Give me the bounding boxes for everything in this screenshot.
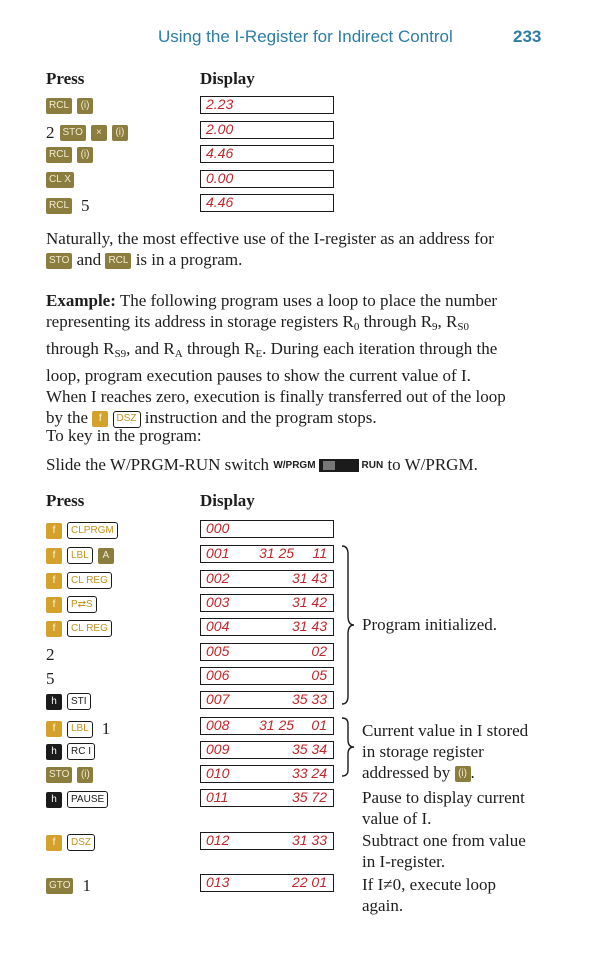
- calculator-key-icon: (i): [77, 767, 93, 783]
- calculator-key-icon: f: [46, 573, 62, 589]
- switch-right-label: RUN: [361, 460, 384, 471]
- display-text: 4.46: [206, 194, 234, 210]
- keystroke-number: 2: [46, 123, 55, 142]
- calculator-key-icon: (i): [77, 147, 93, 163]
- calculator-key-icon: RCL: [46, 98, 72, 114]
- display-text: 31 33: [291, 832, 327, 848]
- calculator-key-icon: f: [46, 835, 62, 851]
- display-text: 35 72: [291, 789, 327, 805]
- keystroke-keys: [46, 767, 93, 783]
- calculator-key-icon: LBL: [67, 547, 93, 564]
- display-readout: [200, 832, 334, 850]
- keystroke-keys: [46, 123, 128, 143]
- comment-text: in storage register: [362, 742, 484, 761]
- keystroke-keys: [46, 572, 112, 589]
- calculator-key-icon: CL REG: [67, 620, 112, 637]
- keystroke-keys: [46, 834, 95, 851]
- calculator-key-icon: f: [46, 548, 62, 564]
- calculator-key-icon: h: [46, 792, 62, 808]
- paragraph-text: , and R: [126, 339, 175, 358]
- keystroke-keys: [46, 596, 97, 613]
- calculator-key-icon: DSZ: [67, 834, 95, 851]
- keystroke-keys: [46, 791, 108, 808]
- keystroke-number: 5: [46, 669, 55, 688]
- display-text: 01: [311, 717, 327, 733]
- comment-text: Current value in I stored: [362, 721, 529, 740]
- comment-text: addressed by: [362, 763, 451, 782]
- display-readout: [200, 618, 334, 636]
- calculator-key-icon: LBL: [67, 721, 93, 738]
- display-column-header: Display: [200, 491, 255, 510]
- display-text: 02: [311, 643, 327, 659]
- display-readout: [200, 691, 334, 709]
- switch-slider-icon: [319, 459, 359, 472]
- display-text: 013: [206, 874, 230, 890]
- calculator-key-icon: A: [98, 548, 114, 564]
- display-text: 31 25: [259, 717, 295, 733]
- display-text: 11: [312, 545, 327, 561]
- display-text: 002: [206, 570, 230, 586]
- switch-left-label: W/PRGM: [273, 460, 316, 471]
- display-readout: [200, 545, 334, 563]
- comment-text: Pause to display current: [362, 788, 525, 807]
- subscript: E: [255, 348, 263, 360]
- subscript: A: [174, 348, 183, 360]
- display-text: 003: [206, 594, 230, 610]
- paragraph-text: is in a program.: [135, 250, 243, 269]
- display-text: 35 33: [291, 691, 327, 707]
- display-text: 31 43: [291, 570, 327, 586]
- press-column-header: Press: [46, 491, 85, 510]
- keystroke-number: 5: [81, 196, 90, 215]
- wprgm-run-switch-icon: [273, 455, 383, 476]
- display-readout: [200, 170, 334, 188]
- calculator-key-icon: RC I: [67, 743, 95, 760]
- keystroke-keys: [46, 719, 110, 739]
- display-readout: [200, 643, 334, 661]
- display-text: 31 42: [291, 594, 327, 610]
- display-text: 2.23: [206, 96, 234, 112]
- page-number: 233: [513, 27, 542, 46]
- calculator-key-icon: P⇄S: [67, 596, 97, 613]
- display-text: 33 24: [291, 765, 327, 781]
- comment-initialized: Program initialized.: [362, 615, 498, 634]
- keystroke-keys: [46, 620, 112, 637]
- calculator-key-icon: (i): [112, 125, 128, 141]
- paragraph-text: When I reaches zero, execution is finally transferred out of the loop: [46, 387, 506, 406]
- calculator-key-icon: STI: [67, 693, 91, 710]
- paragraph-text: through R: [182, 339, 256, 358]
- keystroke-keys: [46, 876, 91, 896]
- paragraph-text: and: [76, 250, 102, 269]
- calculator-key-icon: GTO: [46, 878, 73, 894]
- paragraph-text: Slide the W/PRGM-RUN switch: [46, 455, 270, 474]
- keystroke-keys: [46, 522, 118, 539]
- display-text: 010: [206, 765, 230, 781]
- display-readout: [200, 194, 334, 212]
- brace-initialized-icon: [340, 544, 358, 706]
- calculator-key-icon: ×: [91, 125, 107, 141]
- paragraph-text: , R: [437, 312, 458, 331]
- display-readout: [200, 789, 334, 807]
- calculator-key-icon: f: [46, 621, 62, 637]
- comment-text: again.: [362, 896, 404, 915]
- calculator-key-icon: h: [46, 744, 62, 760]
- paragraph-text: instruction and the program stops.: [144, 408, 377, 427]
- display-text: 31 25: [259, 545, 295, 561]
- calculator-key-icon: PAUSE: [67, 791, 108, 808]
- comment-text: .: [470, 763, 475, 782]
- display-text: 2.00: [206, 121, 234, 137]
- display-readout: [200, 96, 334, 114]
- display-readout: [200, 874, 334, 892]
- paragraph-example: [46, 290, 549, 428]
- display-text: 0.00: [206, 170, 234, 186]
- display-text: 007: [206, 691, 230, 707]
- example-label: Example:: [46, 291, 116, 310]
- calculator-key-icon: STO: [46, 767, 72, 783]
- paragraph-text: . During each iteration through the: [262, 339, 498, 358]
- keystroke-keys: [46, 693, 91, 710]
- paragraph-slide-switch: [46, 454, 549, 476]
- display-readout: [200, 667, 334, 685]
- display-text: 000: [206, 520, 230, 536]
- comment-text: in I-register.: [362, 852, 446, 871]
- keystroke-keys: [46, 743, 95, 760]
- display-text: 004: [206, 618, 230, 634]
- display-readout: [200, 520, 334, 538]
- display-readout: [200, 145, 334, 163]
- calculator-key-icon: CLPRGM: [67, 522, 118, 539]
- paragraph-naturally: [46, 228, 549, 270]
- keystroke-number: 1: [82, 876, 91, 895]
- f-key-icon: f: [92, 411, 108, 427]
- display-text: 22 01: [291, 874, 327, 890]
- subscript: 0: [353, 321, 360, 333]
- display-readout: [200, 765, 334, 783]
- calculator-key-icon: STO: [60, 125, 86, 141]
- display-text: 008: [206, 717, 230, 733]
- paragraph-text: by the: [46, 408, 89, 427]
- display-text: 009: [206, 741, 230, 757]
- paragraph-text: to W/PRGM.: [387, 455, 478, 474]
- display-text: 001: [206, 545, 230, 561]
- calculator-key-icon: f: [46, 721, 62, 737]
- comment-stored: [362, 720, 552, 783]
- keystroke-number: 1: [101, 719, 111, 738]
- subscript: S9: [114, 348, 127, 360]
- comment-text: Subtract one from value: [362, 831, 526, 850]
- keystroke-keys: [46, 147, 93, 163]
- calculator-key-icon: f: [46, 597, 62, 613]
- display-text: 31 43: [291, 618, 327, 634]
- comment-text: If I≠0, execute loop: [362, 875, 496, 894]
- calculator-key-icon: CL REG: [67, 572, 112, 589]
- display-readout: [200, 741, 334, 759]
- sto-key-icon: STO: [46, 253, 72, 269]
- brace-stored-icon: [340, 716, 358, 778]
- keystroke-keys: [46, 547, 114, 564]
- subscript: 9: [432, 321, 438, 333]
- display-column-header: Display: [200, 69, 255, 88]
- display-readout: [200, 121, 334, 139]
- display-text: 012: [206, 832, 230, 848]
- calculator-key-icon: f: [46, 523, 62, 539]
- header-title: Using the I-Register for Indirect Control: [158, 27, 453, 46]
- keystroke-keys: [46, 172, 74, 188]
- display-text: 006: [206, 667, 230, 683]
- paragraph-text: loop, program execution pauses to show the current value of I.: [46, 366, 471, 385]
- display-text: 35 34: [291, 741, 327, 757]
- display-readout: [200, 717, 334, 735]
- calculator-key-icon: h: [46, 694, 62, 710]
- keystroke-number: 2: [46, 645, 55, 664]
- calculator-key-icon: RCL: [46, 198, 72, 214]
- paragraph-text: Naturally, the most effective use of the I-register as an address for: [46, 229, 494, 248]
- comment-pause: [362, 787, 552, 829]
- paragraph-text: representing its address in storage registers R: [46, 312, 354, 331]
- comment-loop: [362, 874, 552, 916]
- comment-subtract: [362, 830, 552, 872]
- paragraph-text: The following program uses a loop to place the number: [119, 291, 498, 310]
- calculator-key-icon: CL X: [46, 172, 74, 188]
- subscript: S0: [457, 321, 470, 333]
- display-text: 011: [206, 789, 229, 805]
- keystroke-keys: [46, 669, 55, 689]
- paragraph-text: through R: [359, 312, 433, 331]
- rcl-key-icon: RCL: [105, 253, 131, 269]
- press-column-header: Press: [46, 69, 85, 88]
- paragraph-text: through R: [46, 339, 115, 358]
- display-text: 005: [206, 643, 230, 659]
- keystroke-keys: [46, 196, 90, 216]
- display-readout: [200, 594, 334, 612]
- calculator-key-icon: (i): [77, 98, 93, 114]
- keystroke-keys: [46, 645, 55, 665]
- calculator-key-icon: RCL: [46, 147, 72, 163]
- comment-text: value of I.: [362, 809, 432, 828]
- dsz-key-icon: DSZ: [113, 411, 141, 428]
- paragraph-keyin: To key in the program:: [46, 426, 202, 445]
- display-text: 05: [311, 667, 327, 683]
- i-key-icon: (i): [455, 766, 471, 782]
- display-text: 4.46: [206, 145, 234, 161]
- display-readout: [200, 570, 334, 588]
- keystroke-keys: [46, 98, 93, 114]
